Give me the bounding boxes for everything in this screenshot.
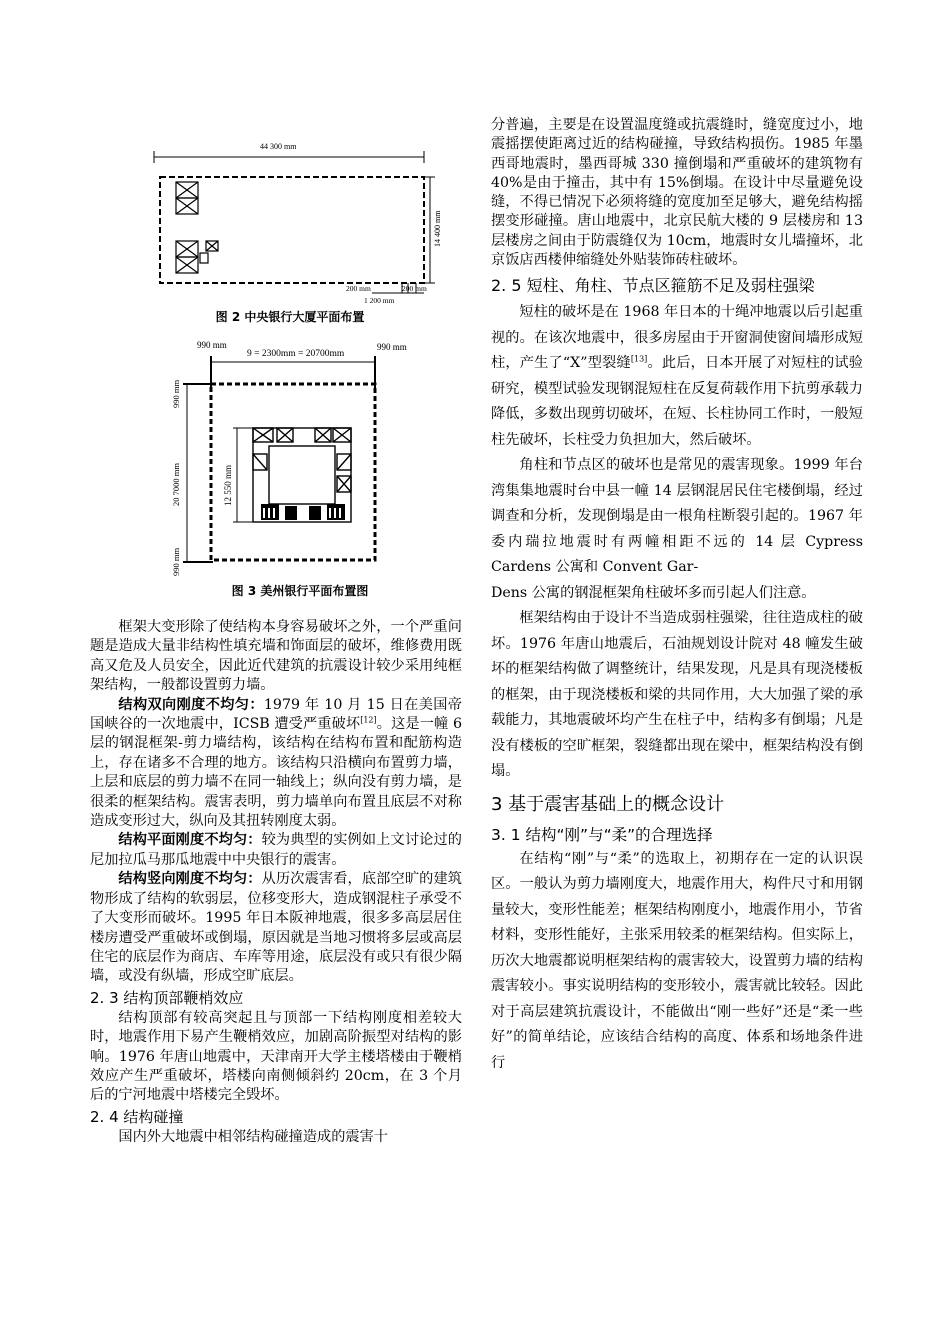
section-heading-3: 3 基于震害基础上的概念设计 [491, 793, 725, 815]
figure-2-plan [140, 135, 440, 310]
fig3-dim-side-top: 990 mm [171, 379, 181, 408]
fig3-dim-side-mid: 20 7000 mm [171, 463, 181, 506]
fig2-dim-height: 14 400 mm [433, 210, 442, 247]
fig2-dim-width: 44 300 mm [260, 142, 297, 151]
left-paragraph-4 [90, 870, 462, 986]
left-paragraph-2-text-a: 1979 年 10 月 15 日在美国帝国峡谷的一次地震中，ICSB 遭受严重破坏 [90, 696, 462, 733]
left-paragraph-4-text: 从历次震害看，底部空旷的建筑物形成了结构的软弱层，位移变形大，造成钢混柱子承受不了大变形而破坏。1995 年日本阪神地震，很多多高层居住楼房遭受严重破坏或倒塌，原因就是当地习惯将多层或高层住宅的底层作为商店、车库等用途，底层没有或只有很少隔墙，或没有纵墙，形成空旷底层。 [90, 871, 462, 985]
figure-3-plan [165, 336, 425, 580]
right-paragraph-2-text-a: 短柱的破坏是在 1968 年日本的十绳冲地震以后引起重视的。在该次地震中，很多房屋由于开窗洞使窗间墙形成短柱，产生了“X”型裂缝 [491, 304, 863, 372]
right-paragraph-3: 角柱和节点区的破坏也是常见的震害现象。1999 年台湾集集地震时台中县一幢 14 层钢混居民住宅楼倒塌，经过调查和分析，发现倒塌是由一根角柱断裂引起的。1967 年委内瑞拉地震时有两幢相距不远的 14 层 Cypress Cardens 公寓和 Convent Gar- [491, 457, 863, 576]
left-paragraph-2-text-b: 。这是一幢 6 层的钢混框架-剪力墙结构，该结构在结构布置和配筋构造上，存在诸多不合理的地方。该结构只沿横向布置剪力墙，上层和底层的剪力墙不在同一轴线上；纵向没有剪力墙，是很柔的框架结构。震害表明，剪力墙单向布置且底层不对称造成变形过大，纵向及其扭转刚度太弱。 [90, 716, 462, 830]
fig3-dim-left: 990 mm [197, 340, 227, 350]
right-column [491, 116, 863, 1076]
fig3-dim-core: 12 550 mm [223, 464, 233, 506]
left-reference-12: [12] [360, 715, 377, 725]
fig3-dim-center: 9 = 2300mm = 20700mm [247, 349, 345, 359]
fig2-dim-small-a: 200 mm [346, 284, 371, 293]
figure-3-caption: 图 3 美州银行平面布置图 [231, 584, 369, 598]
right-paragraph-2 [491, 300, 863, 453]
left-paragraph-3 [90, 831, 462, 870]
right-paragraph-5: 在结构“刚”与“柔”的选取上，初期存在一定的认识误区。一般认为剪力墙刚度大，地震作用大，构件尺寸和用钢量较大，变形性能差；框架结构刚度小，地震作用小，节省材料，变形性能好，主张采用较柔的框架结构。但实际上，历次大地震都说明框架结构的震害较大，设置剪力墙的结构震害较小。事实说明结构的变形较小，震害就比较轻。因此对于高层建筑抗震设计，不能做出“刚一些好”还是“柔一些好”的简单结论，应该结合结构的高度、体系和场地条件进行 [491, 850, 863, 1071]
section-heading-2-4: 2. 4 结构碰撞 [90, 1107, 184, 1126]
left-paragraph-3-text: 较为典型的实例如上文讨论过的尼加拉瓜马那瓜地震中中央银行的震害。 [90, 832, 462, 868]
section-heading-3-1: 3. 1 结构“刚”与“柔”的合理选择 [491, 825, 713, 844]
left-paragraph-5: 结构顶部有较高突起且与顶部一下结构刚度相差较大时，地震作用下易产生鞭梢效应，加剧高阶振型对结构的影响。1976 年唐山地震中，天津南开大学主楼塔楼由于鞭梢效应产生严重破坏，塔楼向南侧倾斜约 20cm，在 3 个月后的宁河地震中塔楼完全毁坏。 [90, 1009, 462, 1104]
left-paragraph-3-lead: 结构平面刚度不均匀： [118, 832, 262, 849]
left-paragraph-6: 国内外大地震中相邻结构碰撞造成的震害十 [118, 1128, 388, 1145]
left-paragraph-1: 框架大变形除了使结构本身容易破坏之外，一个严重问题是造成大量非结构性填充墙和饰面层的破坏，维修费用既高又危及人员安全，因此近代建筑的抗震设计较少采用纯框架结构，一般都设置剪力墙。 [90, 619, 462, 694]
right-reference-13: [13] [630, 354, 648, 364]
right-paragraph-2-text-b: 。此后，日本开展了对短柱的试验研究，模型试验发现钢混短柱在反复荷载作用下抗剪承载力降低，多数出现剪切破坏，在短、长柱协同工作时，一般短柱先破坏，长柱受力负担加大，然后破坏。 [491, 355, 863, 448]
fig2-dim-bottom: 1 200 mm [364, 296, 395, 305]
right-paragraph-3-continued: Dens 公寓的钢混框架角柱破坏多而引起人们注意。 [491, 584, 816, 601]
right-paragraph-4: 框架结构由于设计不当造成弱柱强梁，往往造成柱的破坏。1976 年唐山地震后，石油规划设计院对 48 幢发生破坏的框架结构做了调整统计，结果发现，凡是具有现浇楼板的框架，由于现浇楼板和梁的共同作用，大大加强了梁的承载能力，其地震破坏均产生在柱子中，结构多有倒塌；凡是没有楼板的空旷框架，裂缝都出现在梁中，框架结构没有倒塌。 [491, 610, 863, 780]
fig2-dim-small-b: 200 mm [402, 284, 427, 293]
left-column [90, 618, 462, 1147]
left-paragraph-2-lead: 结构双向刚度不均匀： [118, 696, 264, 713]
fig3-dim-right: 990 mm [377, 342, 407, 352]
fig2-core-boxes [176, 182, 218, 273]
section-heading-2-3: 2. 3 结构顶部鞭梢效应 [90, 988, 244, 1007]
section-heading-2-5: 2. 5 短柱、角柱、节点区箍筋不足及弱柱强梁 [491, 276, 815, 296]
left-paragraph-4-lead: 结构竖向刚度不均匀： [118, 871, 262, 888]
right-paragraph-1: 分普遍，主要是在设置温度缝或抗震缝时，缝宽度过小，地震摇摆使距离过近的结构碰撞，导致结构损伤。1985 年墨西哥地震时，墨西哥城 330 撞倒塌和严重破坏的建筑物有 40%是由于撞击，其中有 15%倒塌。在设计中尽量避免设缝，不得已情况下必须将缝的宽度加至足够大，避免结构摇摆变形碰撞。唐山地震中，北京民航大楼的 9 层楼房和 13 层楼房之间由于防震缝仅为 10cm，地震时女儿墙撞坏，北京饭店西楼伸缩缝处外贴装饰砖柱破坏。 [491, 117, 863, 269]
figure-2-caption: 图 2 中央银行大厦平面布置 [215, 310, 365, 324]
fig3-dim-side-bottom: 990 mm [171, 547, 181, 576]
left-paragraph-2 [90, 696, 462, 832]
